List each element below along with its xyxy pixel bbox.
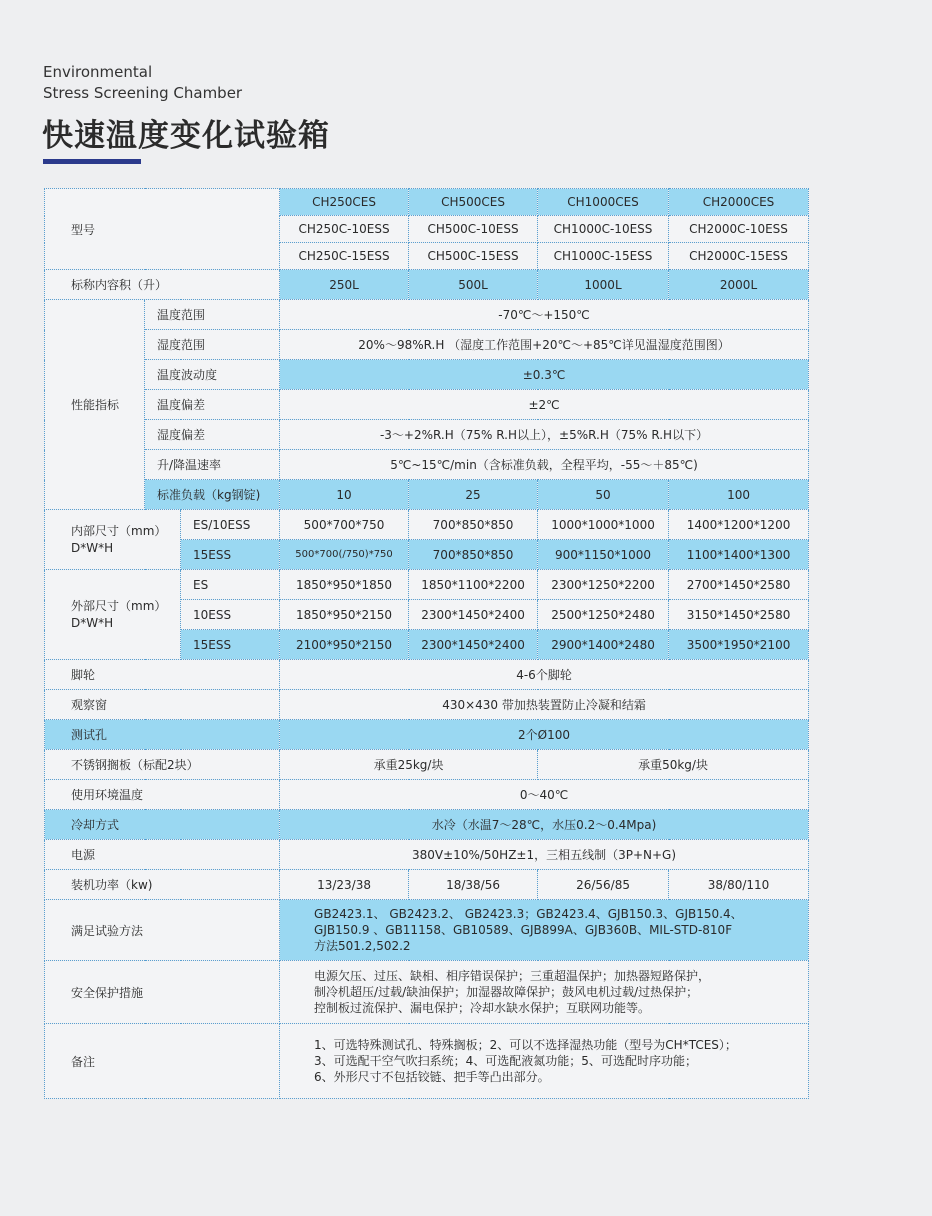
cooling-value: 水冷（水温7～28℃，水压0.2～0.4Mpa) (280, 810, 809, 840)
safety-value (280, 961, 809, 1024)
performance-item: 温度波动度 (145, 360, 280, 390)
model-cell: CH1000C-10ESS (538, 216, 669, 243)
inner-size-type: 15ESS (181, 540, 280, 570)
spec-table (44, 188, 809, 1099)
notes-line: 3、可选配干空气吹扫系统；4、可选配液氮功能；5、可选配时序功能； (314, 1054, 697, 1068)
power-cell: 18/38/56 (409, 870, 538, 900)
page-title: 快速温度变化试验箱 (42, 118, 330, 154)
cooling-row (45, 810, 809, 840)
outer-size-type: ES (181, 570, 280, 600)
methods-value (280, 900, 809, 961)
model-cell: CH500C-10ESS (409, 216, 538, 243)
model-cell: CH2000C-10ESS (669, 216, 809, 243)
performance-row (45, 420, 809, 450)
inner-size-cell: 700*850*850 (409, 510, 538, 540)
english-title (43, 62, 242, 104)
volume-row (45, 270, 809, 300)
inner-size-type: ES/10ESS (181, 510, 280, 540)
performance-value: 20%～98%R.H （湿度工作范围+20℃～+85℃详见温湿度范围图） (280, 330, 809, 360)
inner-size-cell: 900*1150*1000 (538, 540, 669, 570)
outer-size-cell: 2100*950*2150 (280, 630, 409, 660)
load-row (45, 480, 809, 510)
safety-label: 安全保护措施 (45, 961, 280, 1024)
performance-item: 温度偏差 (145, 390, 280, 420)
title-underline (43, 159, 141, 164)
load-cell: 50 (538, 480, 669, 510)
inner-size-cell: 1400*1200*1200 (669, 510, 809, 540)
notes-value (280, 1024, 809, 1099)
inner-size-cell: 700*850*850 (409, 540, 538, 570)
methods-label: 满足试验方法 (45, 900, 280, 961)
casters-value: 4-6个脚轮 (280, 660, 809, 690)
cooling-label: 冷却方式 (45, 810, 280, 840)
outer-size-cell: 2300*1250*2200 (538, 570, 669, 600)
test-hole-row (45, 720, 809, 750)
shelf-value: 承重50kg/块 (538, 750, 809, 780)
model-cell: CH500C-15ESS (409, 243, 538, 270)
inner-size-label: 内部尺寸（mm）D*W*H (45, 510, 181, 570)
outer-size-cell: 3150*1450*2580 (669, 600, 809, 630)
performance-value: ±2℃ (280, 390, 809, 420)
ambient-label: 使用环境温度 (45, 780, 280, 810)
power-supply-value: 380V±10%/50HZ±1，三相五线制（3P+N+G) (280, 840, 809, 870)
model-cell: CH250C-15ESS (280, 243, 409, 270)
model-cell: CH2000CES (669, 189, 809, 216)
test-hole-value: 2个Ø100 (280, 720, 809, 750)
casters-label: 脚轮 (45, 660, 280, 690)
volume-cell: 250L (280, 270, 409, 300)
english-title-line-2: Stress Screening Chamber (43, 84, 243, 102)
ambient-value: 0～40℃ (280, 780, 809, 810)
power-cell: 26/56/85 (538, 870, 669, 900)
load-label: 标准负载（kg钢锭) (145, 480, 280, 510)
volume-label: 标称内容积（升） (45, 270, 280, 300)
outer-size-cell: 2700*1450*2580 (669, 570, 809, 600)
inner-size-cell: 1000*1000*1000 (538, 510, 669, 540)
inner-size-cell: 500*700(/750)*750 (280, 540, 409, 570)
performance-value: ±0.3℃ (280, 360, 809, 390)
outer-size-cell: 1850*950*1850 (280, 570, 409, 600)
outer-size-cell: 2900*1400*2480 (538, 630, 669, 660)
performance-item: 温度范围 (145, 300, 280, 330)
model-cell: CH2000C-15ESS (669, 243, 809, 270)
model-row (45, 189, 809, 216)
performance-row (45, 360, 809, 390)
methods-row (45, 900, 809, 961)
model-cell: CH1000C-15ESS (538, 243, 669, 270)
performance-item: 湿度范围 (145, 330, 280, 360)
window-value: 430×430 带加热装置防止冷凝和结霜 (280, 690, 809, 720)
volume-cell: 2000L (669, 270, 809, 300)
shelf-row (45, 750, 809, 780)
outer-size-cell: 1850*1100*2200 (409, 570, 538, 600)
outer-size-label: 外部尺寸（mm）D*W*H (45, 570, 181, 660)
power-row (45, 870, 809, 900)
outer-size-type: 10ESS (181, 600, 280, 630)
model-label: 型号 (45, 189, 280, 270)
power-label: 装机功率（kw) (45, 870, 280, 900)
outer-size-cell: 1850*950*2150 (280, 600, 409, 630)
power-supply-row (45, 840, 809, 870)
performance-item: 升/降温速率 (145, 450, 280, 480)
notes-row (45, 1024, 809, 1099)
load-cell: 25 (409, 480, 538, 510)
safety-row (45, 961, 809, 1024)
performance-row (45, 390, 809, 420)
model-cell: CH500CES (409, 189, 538, 216)
english-title-line-1: Environmental (43, 63, 153, 81)
performance-value: 5℃~15℃/min（含标准负载，全程平均，-55～＋85℃) (280, 450, 809, 480)
notes-label: 备注 (45, 1024, 280, 1099)
safety-line: 制冷机超压/过载/缺油保护；加湿器故障保护；鼓风电机过载/过热保护； (314, 985, 699, 999)
outer-size-cell: 3500*1950*2100 (669, 630, 809, 660)
outer-size-type: 15ESS (181, 630, 280, 660)
notes-line: 1、可选特殊测试孔、特殊搁板；2、可以不选择湿热功能（型号为CH*TCES）； (314, 1038, 737, 1052)
inner-size-row (45, 510, 809, 540)
outer-size-cell: 2300*1450*2400 (409, 600, 538, 630)
volume-cell: 1000L (538, 270, 669, 300)
window-row (45, 690, 809, 720)
safety-line: 电源欠压、过压、缺相、相序错误保护；三重超温保护；加热器短路保护， (314, 969, 711, 983)
outer-size-cell: 2500*1250*2480 (538, 600, 669, 630)
shelf-label: 不锈钢搁板（标配2块） (45, 750, 280, 780)
ambient-row (45, 780, 809, 810)
performance-value: -3～+2%R.H（75% R.H以上），±5%R.H（75% R.H以下） (280, 420, 809, 450)
volume-cell: 500L (409, 270, 538, 300)
power-supply-label: 电源 (45, 840, 280, 870)
power-cell: 13/23/38 (280, 870, 409, 900)
load-cell: 100 (669, 480, 809, 510)
shelf-value: 承重25kg/块 (280, 750, 538, 780)
window-label: 观察窗 (45, 690, 280, 720)
methods-line: GJB150.9 、GB11158、GB10589、GJB899A、GJB360B、MIL-STD-810F (314, 923, 733, 937)
performance-row (45, 450, 809, 480)
methods-line: 方法501.2,502.2 (314, 939, 411, 953)
model-cell: CH250CES (280, 189, 409, 216)
safety-line: 控制板过流保护、漏电保护；冷却水缺水保护；互联网功能等。 (314, 1001, 651, 1015)
outer-size-row (45, 570, 809, 600)
performance-value: -70℃～+150℃ (280, 300, 809, 330)
performance-item: 湿度偏差 (145, 420, 280, 450)
load-cell: 10 (280, 480, 409, 510)
inner-size-cell: 500*700*750 (280, 510, 409, 540)
model-cell: CH250C-10ESS (280, 216, 409, 243)
casters-row (45, 660, 809, 690)
power-cell: 38/80/110 (669, 870, 809, 900)
inner-size-cell: 1100*1400*1300 (669, 540, 809, 570)
performance-row (45, 330, 809, 360)
outer-size-cell: 2300*1450*2400 (409, 630, 538, 660)
test-hole-label: 测试孔 (45, 720, 280, 750)
notes-line: 6、外形尺寸不包括铰链、把手等凸出部分。 (314, 1070, 550, 1084)
performance-label: 性能指标 (45, 300, 145, 510)
methods-line: GB2423.1、 GB2423.2、 GB2423.3；GB2423.4、GJB150.3、GJB150.4、 (314, 907, 743, 921)
performance-row (45, 300, 809, 330)
model-cell: CH1000CES (538, 189, 669, 216)
